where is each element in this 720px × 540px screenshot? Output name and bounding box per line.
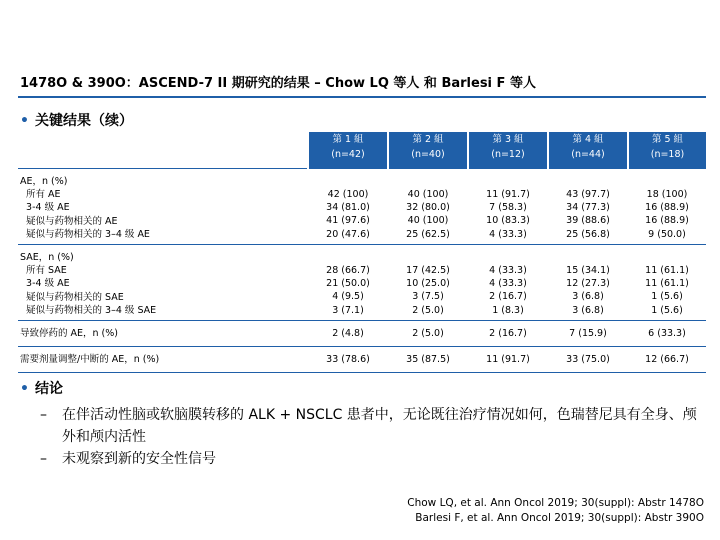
list-item [40, 448, 700, 470]
conclusion-list [40, 404, 700, 470]
table-cell: 7 (15.9) [548, 321, 628, 347]
key-results-bullet [20, 110, 133, 130]
table-cell: 2 (4.8) [308, 321, 388, 347]
table-cell: 2 (16.7) [468, 321, 548, 347]
table-cell: 40 (100) 32 (80.0) 40 (100) 25 (62.5) [388, 169, 468, 245]
table-cell: 18 (100) 16 (88.9) 16 (88.9) 9 (50.0) [628, 169, 706, 245]
list-item [40, 404, 700, 448]
table-cell: 11 (61.1) 11 (61.1) 1 (5.6) 1 (5.6) [628, 245, 706, 321]
conclusion-bullet [20, 378, 63, 398]
table-row [18, 169, 706, 245]
dash-icon: – [40, 451, 47, 467]
column-header: 第 1 組 (n=42) [308, 132, 388, 169]
table-cell: 35 (87.5) [388, 347, 468, 373]
slide-title: 1478O & 390O：ASCEND-7 II 期研究的结果 – Chow LQ 等人 和 Barlesi F 等人 [20, 76, 536, 91]
table-cell: 12 (66.7) [628, 347, 706, 373]
table-cell: 42 (100) 34 (81.0) 41 (97.6) 20 (47.6) [308, 169, 388, 245]
table-cell: 28 (66.7) 21 (50.0) 4 (9.5) 3 (7.1) [308, 245, 388, 321]
table-cell: 11 (91.7) 7 (58.3) 10 (83.3) 4 (33.3) [468, 169, 548, 245]
column-header: 第 3 組 (n=12) [468, 132, 548, 169]
conclusion-heading: 结论 [34, 381, 63, 397]
conclusion-text: 未观察到新的安全性信号 [62, 451, 216, 467]
table-row [18, 245, 706, 321]
table-cell: 33 (75.0) [548, 347, 628, 373]
references [407, 496, 704, 526]
table-row [18, 347, 706, 373]
table-header-row [18, 132, 706, 169]
table-cell: 11 (91.7) [468, 347, 548, 373]
reference-line: Chow LQ, et al. Ann Oncol 2019; 30(suppl): Abstr 1478O [407, 497, 704, 509]
table-cell: 17 (42.5) 10 (25.0) 3 (7.5) 2 (5.0) [388, 245, 468, 321]
header-blank-cell [18, 132, 308, 169]
column-header: 第 5 組 (n=18) [628, 132, 706, 169]
reference-line: Barlesi F, et al. Ann Oncol 2019; 30(suppl): Abstr 390O [415, 512, 704, 524]
conclusion-text: 在伴活动性脑或软脑膜转移的 ALK + NSCLC 患者中，无论既往治疗情况如何，色瑞替尼具有全身、颅外和颅内活性 [62, 407, 697, 445]
bullet-dot-icon: • [20, 113, 29, 129]
table-cell: 43 (97.7) 34 (77.3) 39 (88.6) 25 (56.8) [548, 169, 628, 245]
row-label: AE，n (%) 所有 AE 3-4 级 AE 疑似与药物相关的 AE 疑似与药物相关的 3–4 级 AE [18, 169, 308, 245]
row-label: SAE，n (%) 所有 SAE 3-4 级 AE 疑似与药物相关的 SAE 疑似与药物相关的 3–4 级 SAE [18, 245, 308, 321]
table-cell: 2 (5.0) [388, 321, 468, 347]
table-cell: 4 (33.3) 4 (33.3) 2 (16.7) 1 (8.3) [468, 245, 548, 321]
adverse-events-table [18, 132, 706, 373]
title-divider [18, 96, 706, 98]
row-label: 需要剂量调整/中断的 AE，n (%) [18, 347, 308, 373]
bullet-dot-icon: • [20, 381, 29, 397]
table-cell: 33 (78.6) [308, 347, 388, 373]
column-header: 第 2 組 (n=40) [388, 132, 468, 169]
table-cell: 6 (33.3) [628, 321, 706, 347]
key-results-heading: 关键结果（续） [34, 113, 133, 129]
column-header: 第 4 組 (n=44) [548, 132, 628, 169]
table-row [18, 321, 706, 347]
table-cell: 15 (34.1) 12 (27.3) 3 (6.8) 3 (6.8) [548, 245, 628, 321]
row-label: 导致停药的 AE，n (%) [18, 321, 308, 347]
dash-icon: – [40, 407, 47, 423]
